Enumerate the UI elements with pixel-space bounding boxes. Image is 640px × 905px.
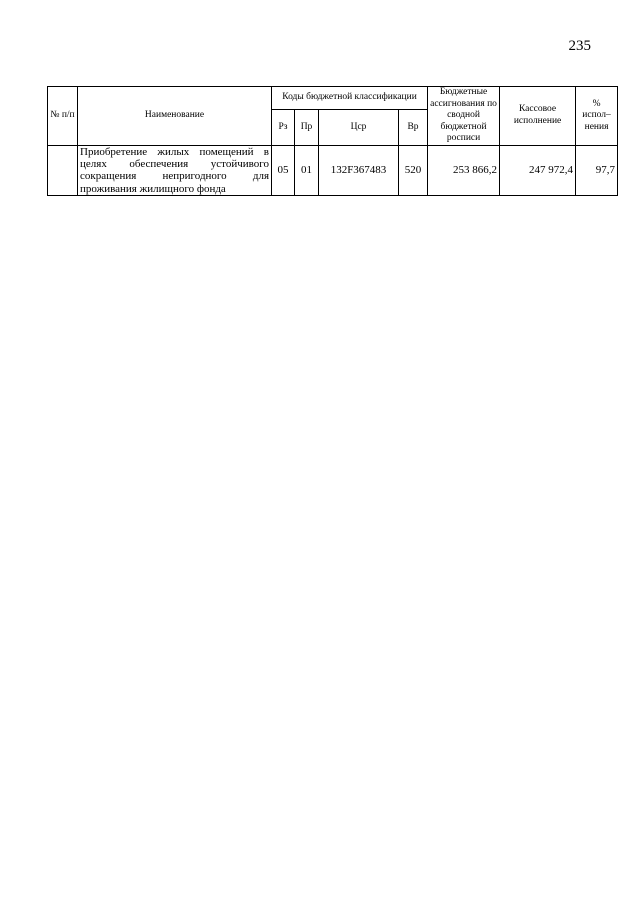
row-pr: 01 [295, 146, 319, 196]
row-name: Приобретение жилых помещений в целях обеспечения устойчивого сокращения непригодного для проживания жилищного фонда [78, 146, 272, 196]
header-rz: Рз [272, 110, 295, 146]
budget-execution-table [47, 86, 618, 196]
table-row [48, 146, 618, 196]
header-vr: Вр [399, 110, 428, 146]
header-allocations: Бюджетные ассигнования по сводной бюджетной росписи [428, 87, 500, 146]
header-execution: Кассовое исполнение [500, 87, 576, 146]
header-csr: Цср [319, 110, 399, 146]
header-number: № п/п [48, 87, 78, 146]
row-allocations: 253 866,2 [428, 146, 500, 196]
header-percent: % испол– нения [576, 87, 618, 146]
row-execution: 247 972,4 [500, 146, 576, 196]
header-codes-group: Коды бюджетной классификации [272, 87, 428, 110]
row-csr: 132F367483 [319, 146, 399, 196]
header-pr: Пр [295, 110, 319, 146]
page-number: 235 [568, 38, 591, 54]
row-vr: 520 [399, 146, 428, 196]
table-header [48, 87, 618, 146]
header-name: Наименование [78, 87, 272, 146]
table-body [48, 146, 618, 196]
row-number [48, 146, 78, 196]
row-percent: 97,7 [576, 146, 618, 196]
row-rz: 05 [272, 146, 295, 196]
